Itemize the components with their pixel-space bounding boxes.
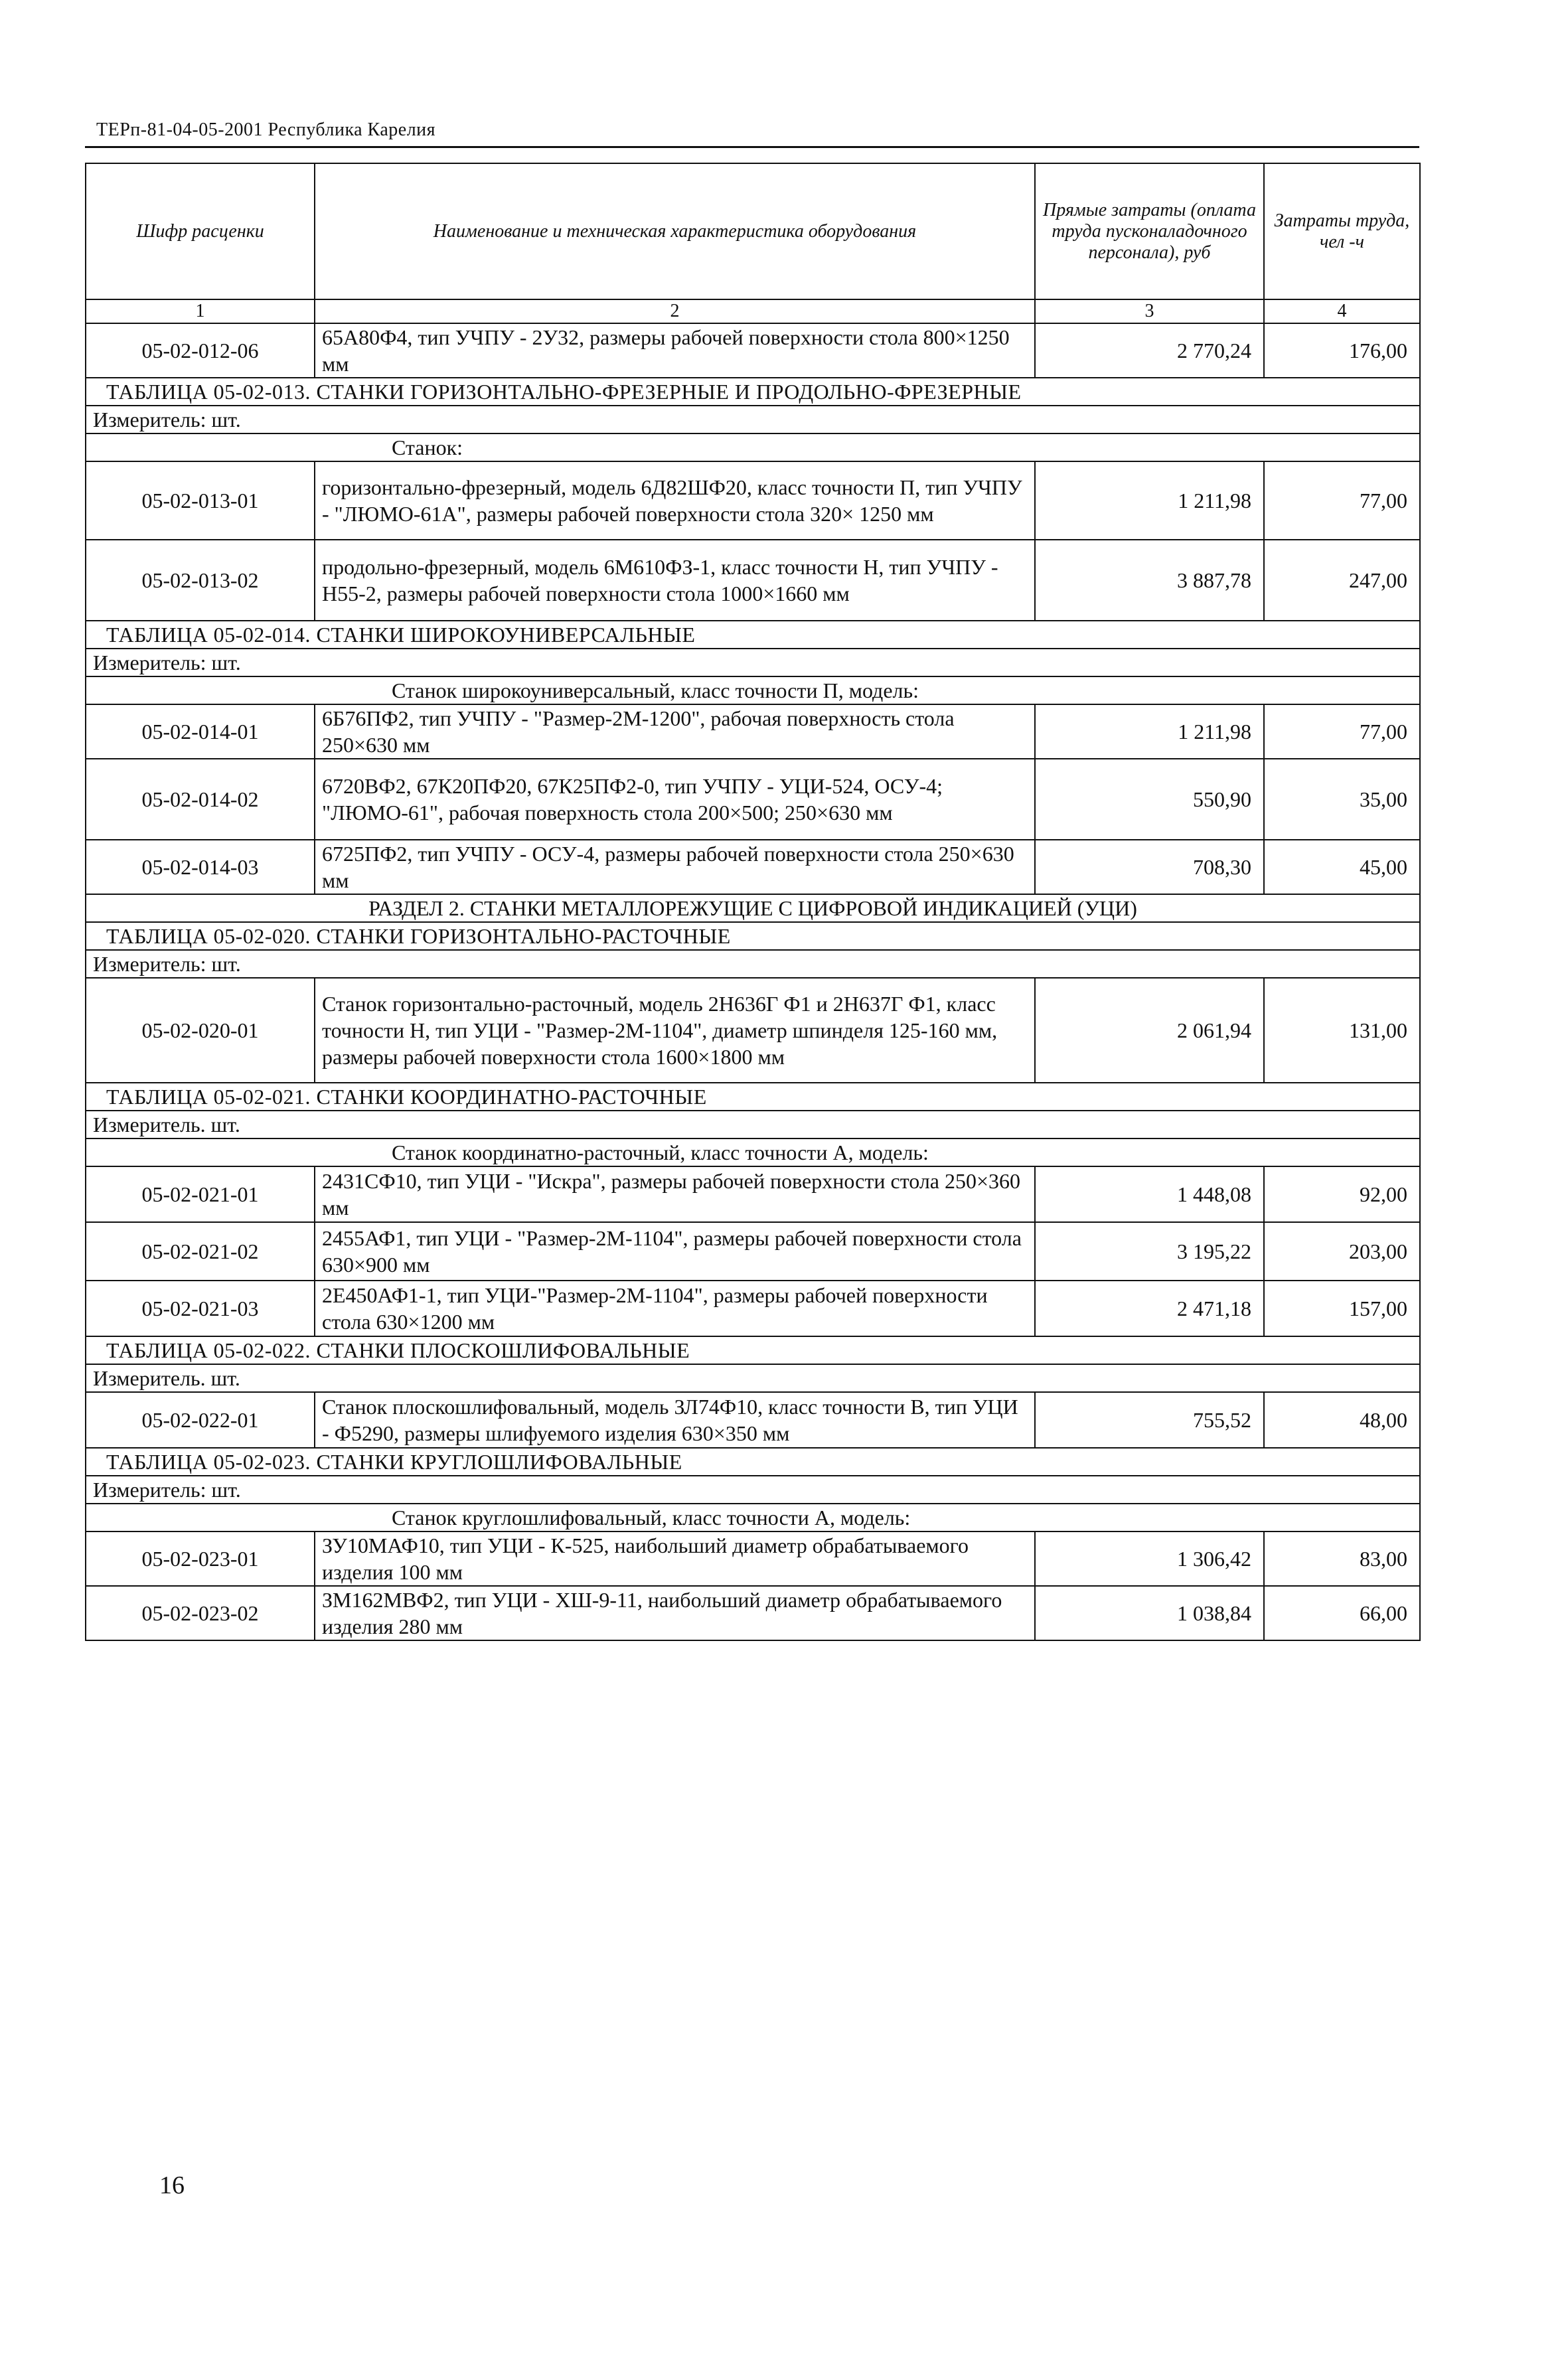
table-title-row [86, 922, 1420, 950]
equipment-description: 2Е450АФ1-1, тип УЦИ-"Размер-2М-1104", размеры рабочей поверхности стола 630×1200 мм [315, 1281, 1035, 1336]
table-row [86, 540, 1420, 621]
equipment-description: 6720ВФ2, 67К20ПФ20, 67К25ПФ2-0, тип УЧПУ - УЦИ-524, ОСУ-4; "ЛЮМО-61", рабочая поверхность стола 200×500; 250×630 мм [315, 759, 1035, 840]
col-header-cost: Прямые затраты (оплата труда пусконаладочного персонала), руб [1035, 163, 1264, 299]
table-title-row [86, 1448, 1420, 1476]
unit-row [86, 950, 1420, 978]
labor-cost: 77,00 [1264, 704, 1420, 759]
table-row [86, 978, 1420, 1083]
rate-code: 05-02-013-02 [86, 540, 315, 621]
section-heading: РАЗДЕЛ 2. СТАНКИ МЕТАЛЛОРЕЖУЩИЕ С ЦИФРОВОЙ ИНДИКАЦИЕЙ (УЦИ) [86, 894, 1420, 922]
direct-cost: 3 887,78 [1035, 540, 1264, 621]
table-row [86, 1392, 1420, 1448]
group-heading: Станок широкоуниверсальный, класс точности П, модель: [392, 678, 919, 702]
table-row [86, 461, 1420, 540]
table-row [86, 840, 1420, 894]
table-body [86, 323, 1420, 1640]
unit-row [86, 406, 1420, 433]
rate-code: 05-02-014-02 [86, 759, 315, 840]
direct-cost: 3 195,22 [1035, 1222, 1264, 1281]
group-heading: Станок круглошлифовальный, класс точности А, модель: [392, 1506, 911, 1530]
table-row [86, 704, 1420, 759]
direct-cost: 550,90 [1035, 759, 1264, 840]
group-heading-row [86, 433, 1420, 461]
group-heading: Станок координатно-расточный, класс точности А, модель: [392, 1140, 929, 1164]
rate-code: 05-02-022-01 [86, 1392, 315, 1448]
labor-cost: 176,00 [1264, 323, 1420, 378]
header-rule [85, 146, 1419, 148]
table-title: ТАБЛИЦА 05-02-022. СТАНКИ ПЛОСКОШЛИФОВАЛЬНЫЕ [106, 1338, 690, 1362]
table-row [86, 1531, 1420, 1586]
running-head: ТЕРп-81-04-05-2001 Республика Карелия [96, 119, 436, 140]
table-title-row [86, 1336, 1420, 1364]
equipment-description: 2431СФ10, тип УЦИ - "Искра", размеры рабочей поверхности стола 250×360 мм [315, 1166, 1035, 1222]
labor-cost: 35,00 [1264, 759, 1420, 840]
column-number-row [86, 299, 1420, 323]
col-header-code: Шифр расценки [86, 163, 315, 299]
table-title-row [86, 621, 1420, 649]
equipment-description: Станок горизонтально-расточный, модель 2Н636Г Ф1 и 2Н637Г Ф1, класс точности Н, тип УЦИ - "Размер-2М-1104", диаметр шпинделя 125-160 мм, размеры рабочей поверхности стола 1600×1800 мм [315, 978, 1035, 1083]
table-title: ТАБЛИЦА 05-02-021. СТАНКИ КООРДИНАТНО-РАСТОЧНЫЕ [106, 1085, 707, 1109]
unit-row [86, 1111, 1420, 1138]
table-title: ТАБЛИЦА 05-02-020. СТАНКИ ГОРИЗОНТАЛЬНО-РАСТОЧНЫЕ [106, 924, 731, 948]
table-title: ТАБЛИЦА 05-02-023. СТАНКИ КРУГЛОШЛИФОВАЛЬНЫЕ [106, 1450, 682, 1474]
col-header-labor: Затраты труда, чел -ч [1264, 163, 1420, 299]
rate-code: 05-02-020-01 [86, 978, 315, 1083]
direct-cost: 1 306,42 [1035, 1531, 1264, 1586]
table-row [86, 1222, 1420, 1281]
unit-label: Измеритель: шт. [86, 406, 1420, 433]
labor-cost: 66,00 [1264, 1586, 1420, 1640]
labor-cost: 48,00 [1264, 1392, 1420, 1448]
unit-label: Измеритель: шт. [86, 649, 1420, 676]
labor-cost: 92,00 [1264, 1166, 1420, 1222]
col-number: 2 [315, 299, 1035, 323]
rate-code: 05-02-023-02 [86, 1586, 315, 1640]
direct-cost: 2 770,24 [1035, 323, 1264, 378]
labor-cost: 157,00 [1264, 1281, 1420, 1336]
rate-code: 05-02-021-02 [86, 1222, 315, 1281]
group-heading: Станок: [392, 435, 463, 459]
labor-cost: 77,00 [1264, 461, 1420, 540]
unit-label: Измеритель: шт. [86, 950, 1420, 978]
equipment-description: продольно-фрезерный, модель 6М610ФЗ-1, класс точности Н, тип УЧПУ - Н55-2, размеры рабочей поверхности стола 1000×1660 мм [315, 540, 1035, 621]
table-row [86, 1586, 1420, 1640]
page-number: 16 [159, 2171, 185, 2199]
rate-code: 05-02-014-01 [86, 704, 315, 759]
table-title: ТАБЛИЦА 05-02-014. СТАНКИ ШИРОКОУНИВЕРСАЛЬНЫЕ [106, 623, 696, 647]
unit-label: Измеритель: шт. [86, 1476, 1420, 1504]
equipment-description: 2455АФ1, тип УЦИ - "Размер-2М-1104", размеры рабочей поверхности стола 630×900 мм [315, 1222, 1035, 1281]
direct-cost: 1 448,08 [1035, 1166, 1264, 1222]
col-number: 3 [1035, 299, 1264, 323]
section-heading-row [86, 894, 1420, 922]
table-title-row [86, 1083, 1420, 1111]
equipment-description: Станок плоскошлифовальный, модель ЗЛ74Ф10, класс точности В, тип УЦИ - Ф5290, размеры шлифуемого изделия 630×350 мм [315, 1392, 1035, 1448]
table-row [86, 759, 1420, 840]
unit-row [86, 1476, 1420, 1504]
equipment-description: 6725ПФ2, тип УЧПУ - ОСУ-4, размеры рабочей поверхности стола 250×630 мм [315, 840, 1035, 894]
col-number: 1 [86, 299, 315, 323]
unit-row [86, 649, 1420, 676]
table-row [86, 1281, 1420, 1336]
rate-code: 05-02-021-01 [86, 1166, 315, 1222]
equipment-description: 65А80Ф4, тип УЧПУ - 2У32, размеры рабочей поверхности стола 800×1250 мм [315, 323, 1035, 378]
table-row [86, 323, 1420, 378]
equipment-description: ЗУ10МАФ10, тип УЦИ - К-525, наибольший диаметр обрабатываемого изделия 100 мм [315, 1531, 1035, 1586]
equipment-description: ЗМ162МВФ2, тип УЦИ - ХШ-9-11, наибольший диаметр обрабатываемого изделия 280 мм [315, 1586, 1035, 1640]
unit-row [86, 1364, 1420, 1392]
col-number: 4 [1264, 299, 1420, 323]
direct-cost: 1 038,84 [1035, 1586, 1264, 1640]
direct-cost: 2 061,94 [1035, 978, 1264, 1083]
rate-code: 05-02-012-06 [86, 323, 315, 378]
group-heading-row [86, 1504, 1420, 1531]
labor-cost: 247,00 [1264, 540, 1420, 621]
rate-code: 05-02-014-03 [86, 840, 315, 894]
equipment-description: горизонтально-фрезерный, модель 6Д82ШФ20, класс точности П, тип УЧПУ - "ЛЮМО-61А", размеры рабочей поверхности стола 320× 1250 мм [315, 461, 1035, 540]
direct-cost: 1 211,98 [1035, 704, 1264, 759]
rate-code: 05-02-021-03 [86, 1281, 315, 1336]
table-title: ТАБЛИЦА 05-02-013. СТАНКИ ГОРИЗОНТАЛЬНО-ФРЕЗЕРНЫЕ И ПРОДОЛЬНО-ФРЕЗЕРНЫЕ [106, 380, 1022, 404]
direct-cost: 1 211,98 [1035, 461, 1264, 540]
table-row [86, 1166, 1420, 1222]
unit-label: Измеритель. шт. [86, 1111, 1420, 1138]
group-heading-row [86, 1138, 1420, 1166]
group-heading-row [86, 676, 1420, 704]
header-row [86, 163, 1420, 299]
col-header-name: Наименование и техническая характеристика оборудования [315, 163, 1035, 299]
labor-cost: 45,00 [1264, 840, 1420, 894]
rate-code: 05-02-013-01 [86, 461, 315, 540]
direct-cost: 755,52 [1035, 1392, 1264, 1448]
rate-code: 05-02-023-01 [86, 1531, 315, 1586]
direct-cost: 708,30 [1035, 840, 1264, 894]
table-title-row [86, 378, 1420, 406]
labor-cost: 131,00 [1264, 978, 1420, 1083]
unit-label: Измеритель. шт. [86, 1364, 1420, 1392]
equipment-description: 6Б76ПФ2, тип УЧПУ - "Размер-2М-1200", рабочая поверхность стола 250×630 мм [315, 704, 1035, 759]
labor-cost: 83,00 [1264, 1531, 1420, 1586]
price-table [85, 163, 1421, 1641]
labor-cost: 203,00 [1264, 1222, 1420, 1281]
direct-cost: 2 471,18 [1035, 1281, 1264, 1336]
